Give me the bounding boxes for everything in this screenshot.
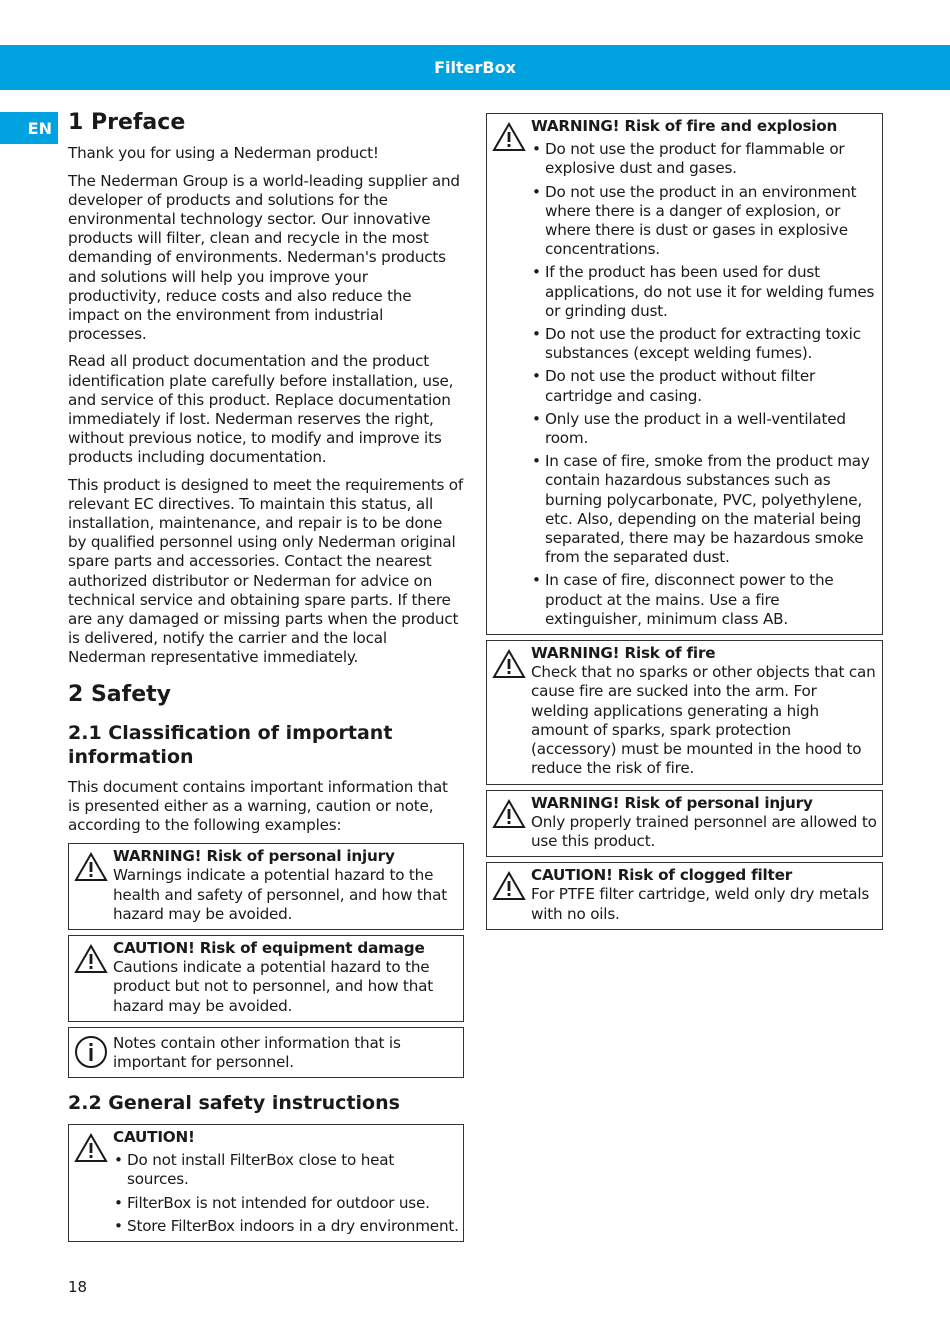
caution-title: CAUTION! bbox=[113, 1127, 195, 1146]
list-item: • Do not use the product in an environment where there is a danger of explosion, or where there is dust or gases in explosive concentrations. bbox=[531, 183, 878, 260]
warning-icon bbox=[492, 799, 526, 829]
right-column bbox=[486, 113, 883, 935]
warning-icon bbox=[74, 944, 108, 974]
warning-icon bbox=[492, 649, 526, 679]
list-item: • If the product has been used for dust applications, do not use it for welding fumes or grinding dust. bbox=[531, 263, 878, 321]
list-item: • Only use the product in a well-ventilated room. bbox=[531, 410, 878, 448]
list-item: • Do not use the product for extracting toxic substances (except welding fumes). bbox=[531, 325, 878, 363]
preface-paragraph: Thank you for using a Nederman product! bbox=[68, 144, 379, 163]
example-caution-box bbox=[68, 935, 464, 1022]
fire-explosion-warning-box bbox=[486, 113, 883, 635]
warning-icon bbox=[74, 852, 108, 882]
warning-title: WARNING! Risk of personal injury bbox=[113, 847, 395, 866]
document-title: FilterBox bbox=[434, 58, 516, 77]
warning-list bbox=[531, 140, 878, 629]
warning-title: WARNING! Risk of fire bbox=[531, 644, 716, 663]
personal-injury-warning-box bbox=[486, 790, 883, 858]
example-note-box bbox=[68, 1027, 464, 1078]
classification-heading: 2.1 Classification of important information bbox=[68, 722, 393, 768]
list-item: • Do not use the product for flammable or explosive dust and gases. bbox=[531, 140, 878, 178]
classification-intro: This document contains important information that is presented either as a warning, caution or note, according to the following examples: bbox=[68, 777, 448, 834]
caution-title: CAUTION! Risk of equipment damage bbox=[113, 938, 425, 957]
fire-warning-box bbox=[486, 640, 883, 784]
list-item: • Store FilterBox indoors in a dry environment. bbox=[113, 1217, 459, 1236]
page-number: 18 bbox=[68, 1278, 88, 1296]
preface-paragraph: This product is designed to meet the requirements of relevant EC directives. To maintain this status, all installation, maintenance, and repair is to be done by qualified personnel using only Nederman original spare parts and accessories. Contact the nearest authorized distributor or Nederman for advice on technical service and obtaining spare parts. If there are any damaged or missing parts when the product is delivered, notify the carrier and the local Nederman representative immediately. bbox=[68, 475, 464, 667]
warning-icon bbox=[74, 1133, 108, 1163]
list-item: • FilterBox is not intended for outdoor use. bbox=[113, 1194, 459, 1213]
warning-icon bbox=[492, 871, 526, 901]
general-safety-heading: 2.2 General safety instructions bbox=[68, 1092, 400, 1115]
warning-text: Warnings indicate a potential hazard to the health and safety of personnel, and how that hazard may be avoided. bbox=[113, 866, 447, 923]
caution-list bbox=[113, 1151, 459, 1236]
preface-paragraph: The Nederman Group is a world-leading supplier and developer of products and solutions for the environmental technology sector. Our innovative products will filter, clean and recycle in the most demanding of environments. Nederman's products and solutions will help you improve your productivity, reduce costs and also reduce the impact on the environment from industrial processes. bbox=[68, 171, 460, 344]
general-caution-box bbox=[68, 1124, 464, 1242]
preface-heading: 1 Preface bbox=[68, 110, 186, 135]
note-text: Notes contain other information that is important for personnel. bbox=[113, 1033, 401, 1071]
warning-text: Check that no sparks or other objects that can cause fire are sucked into the arm. For welding applications generating a high amount of sparks, spark protection (accessory) must be mounted in the hood to reduce the risk of fire. bbox=[531, 663, 876, 778]
left-column bbox=[68, 110, 464, 1247]
document-header bbox=[0, 45, 950, 90]
list-item: • In case of fire, smoke from the product may contain hazardous substances such as burning polycarbonate, PVC, polyethylene, etc. Also, depending on the material being separated, there may be hazardous smoke from the separated dust. bbox=[531, 452, 878, 567]
preface-paragraph: Read all product documentation and the product identification plate carefully before installation, use, and service of this product. Replace documentation immediately if lost. Nederman reserves the right, without previous notice, to modify and improve its products including documentation. bbox=[68, 352, 454, 467]
list-item: • In case of fire, disconnect power to the product at the mains. Use a fire extinguisher, minimum class AB. bbox=[531, 571, 878, 629]
warning-text: Only properly trained personnel are allowed to use this product. bbox=[531, 812, 877, 850]
caution-title: CAUTION! Risk of clogged filter bbox=[531, 866, 792, 885]
caution-text: Cautions indicate a potential hazard to the product but not to personnel, and how that hazard may be avoided. bbox=[113, 958, 433, 1015]
warning-icon bbox=[492, 122, 526, 152]
info-icon bbox=[74, 1035, 108, 1069]
language-tab: EN bbox=[0, 112, 58, 144]
warning-title: WARNING! Risk of fire and explosion bbox=[531, 117, 838, 135]
warning-title: WARNING! Risk of personal injury bbox=[531, 793, 813, 812]
clogged-filter-caution-box bbox=[486, 862, 883, 930]
example-warning-box bbox=[68, 843, 464, 930]
list-item: • Do not install FilterBox close to heat sources. bbox=[113, 1151, 459, 1189]
caution-text: For PTFE filter cartridge, weld only dry metals with no oils. bbox=[531, 885, 870, 923]
list-item: • Do not use the product without filter cartridge and casing. bbox=[531, 367, 878, 405]
safety-heading: 2 Safety bbox=[68, 681, 172, 707]
